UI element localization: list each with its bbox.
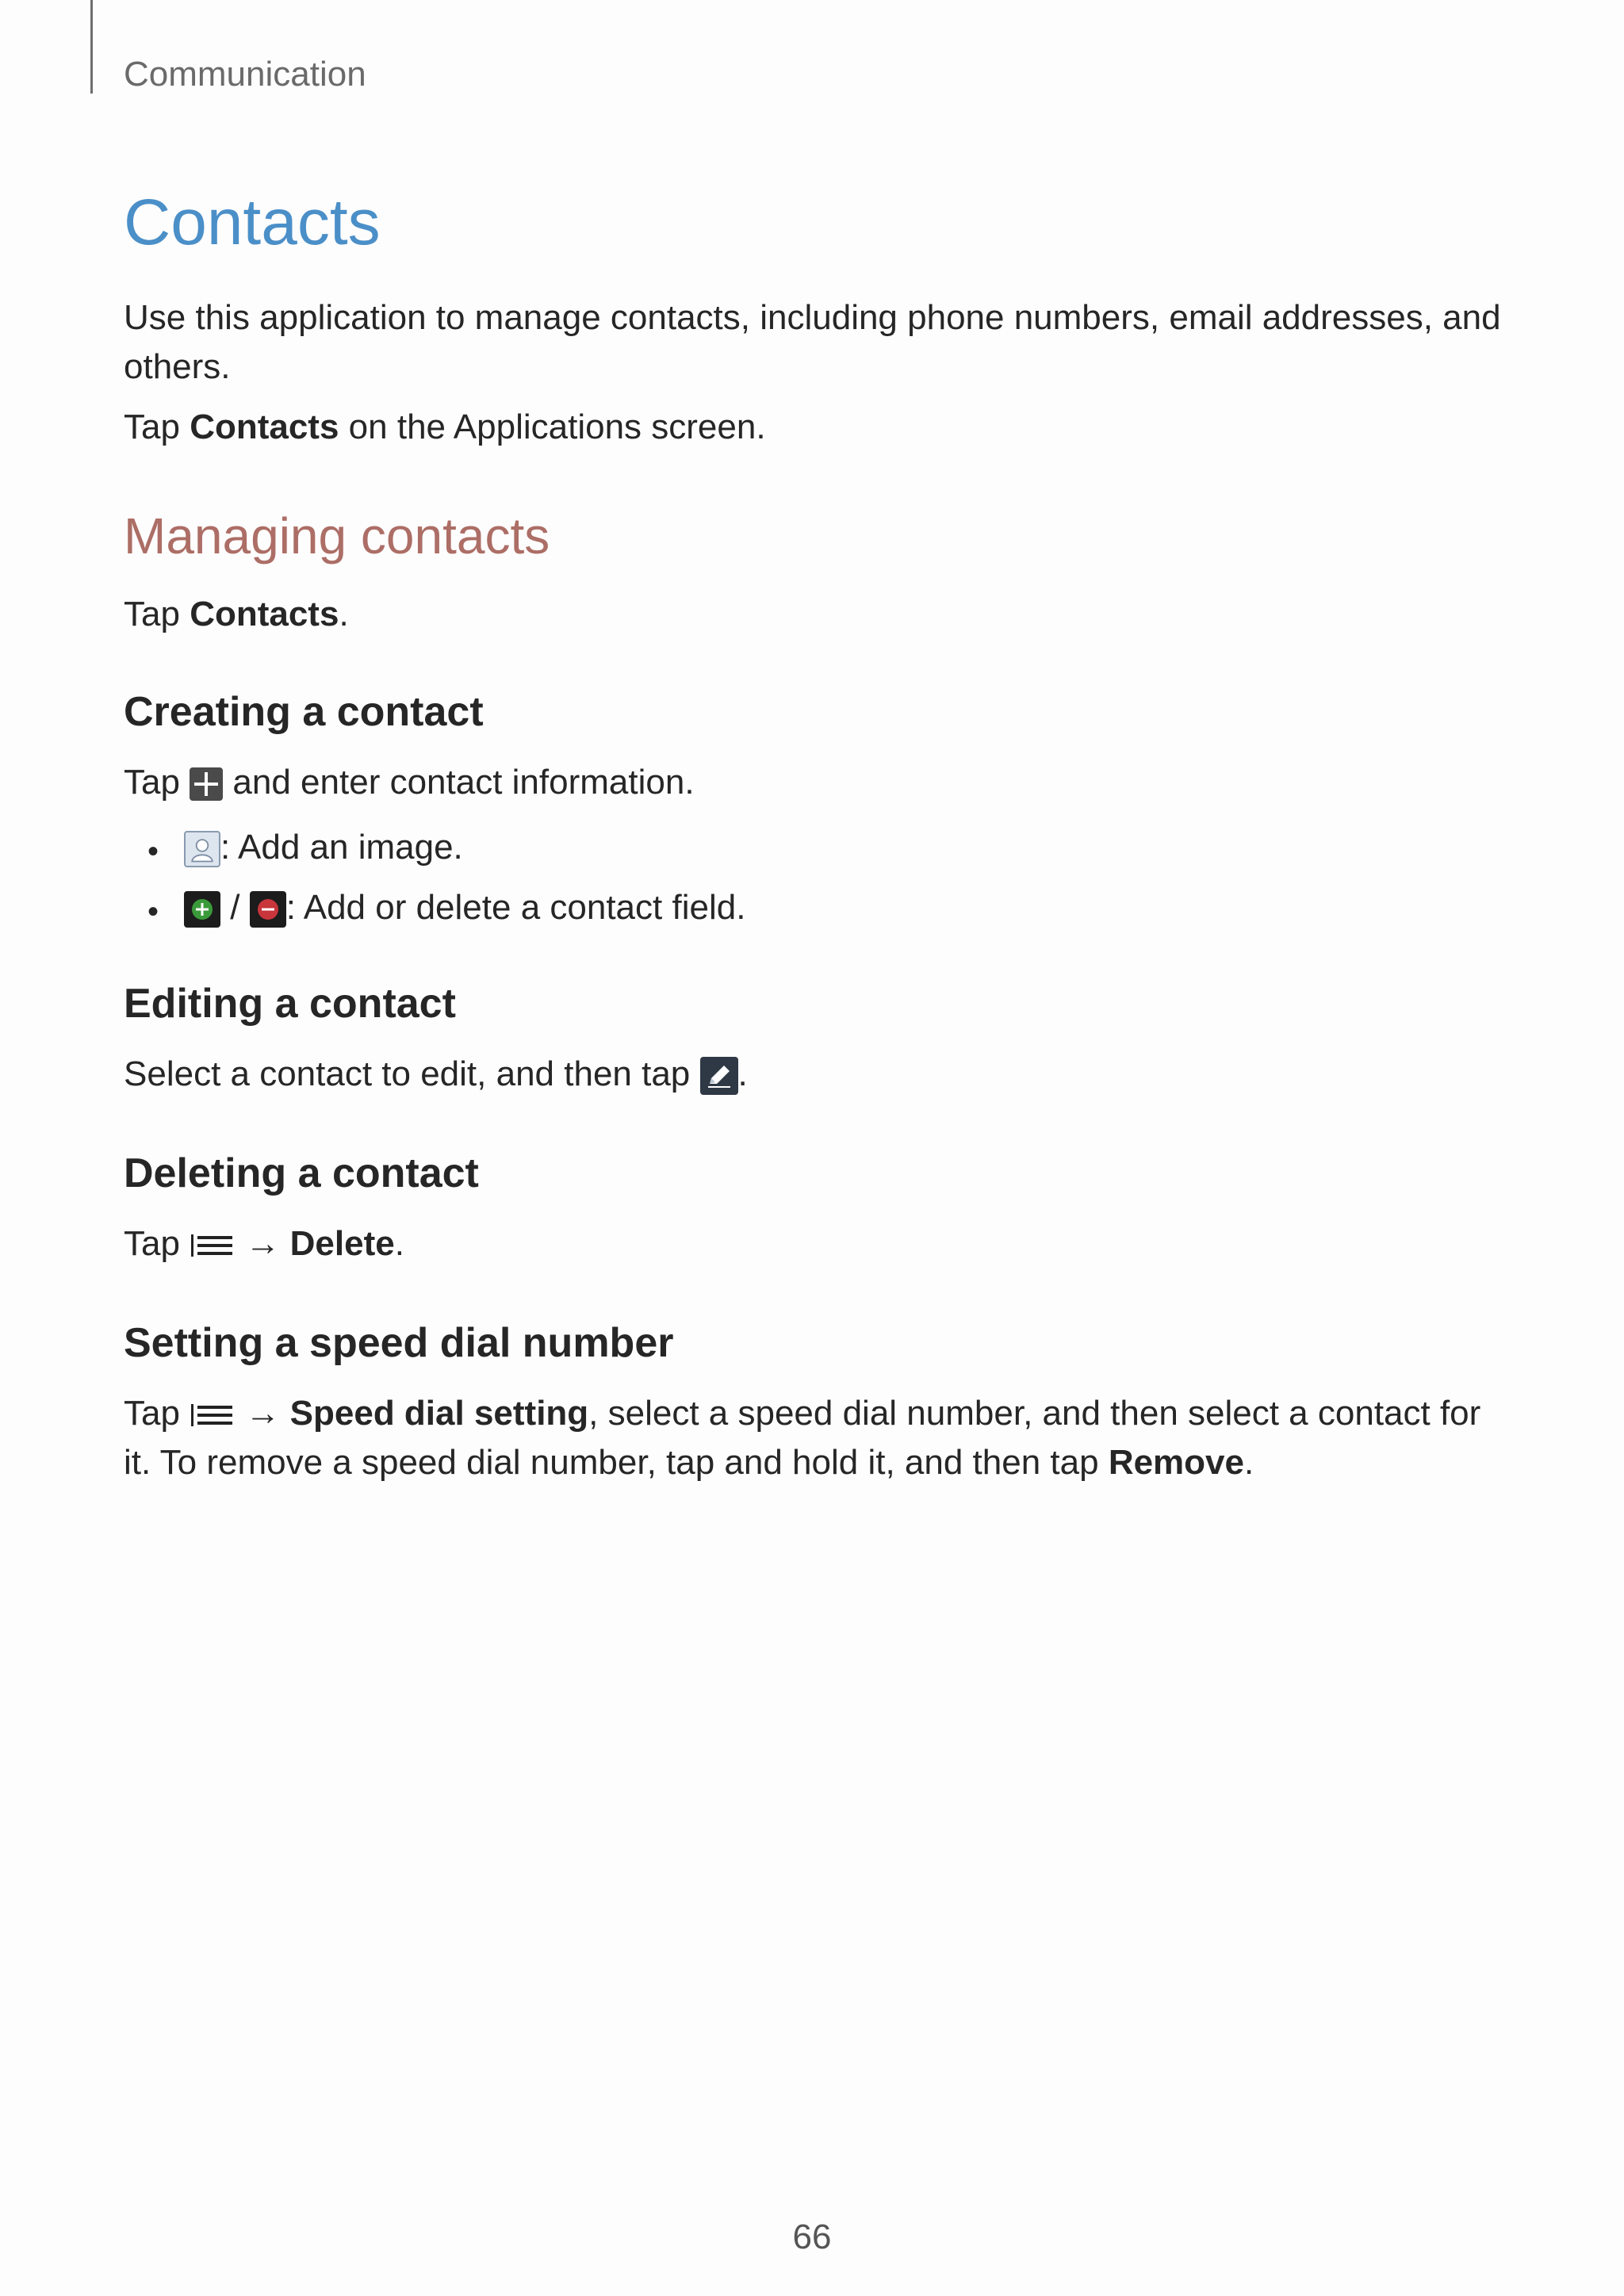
- intro-paragraph: [124, 293, 1503, 392]
- period: .: [339, 595, 349, 633]
- editing-contact-heading: Editing a contact: [124, 981, 456, 1027]
- contacts-app-name: Contacts: [190, 408, 339, 446]
- speed-dial-setting-option: Speed dial setting: [289, 1394, 589, 1433]
- edit-pencil-icon: [700, 1057, 738, 1095]
- tap-text: Tap: [124, 595, 180, 633]
- period: .: [394, 1224, 404, 1263]
- tap-text: Tap: [124, 1394, 180, 1433]
- delete-option: Delete: [289, 1224, 395, 1263]
- page-title: Contacts: [124, 186, 381, 258]
- intro-text: Use this application to manage contacts, including phone numbers, email addresses, and others.: [124, 298, 1501, 386]
- bullet-1-marker: •: [147, 834, 159, 869]
- deleting-paragraph: [124, 1219, 1503, 1269]
- margin-rule: [90, 0, 93, 94]
- add-contact-plus-icon: [190, 767, 223, 801]
- add-field-icon: [184, 891, 220, 928]
- creating-paragraph: [124, 758, 1503, 807]
- running-head: Communication: [124, 55, 366, 94]
- separator: /: [230, 888, 240, 927]
- bullet-2-text: : Add or delete a contact field.: [285, 888, 746, 927]
- contacts-app-name: Contacts: [190, 595, 339, 633]
- creating-rest-text: and enter contact information.: [232, 763, 695, 802]
- bullet-1-text: : Add an image.: [220, 828, 463, 867]
- editing-paragraph: [124, 1050, 1503, 1099]
- page-number: 66: [792, 2218, 832, 2256]
- speed-dial-paragraph: [124, 1389, 1503, 1487]
- managing-contacts-heading: Managing contacts: [124, 507, 550, 564]
- speed-dial-rest-text: , select a speed dial number, and then select a contact for it. To remove a speed dial number, tap and hold it, and then tap: [124, 1394, 1481, 1482]
- speed-dial-heading: Setting a speed dial number: [124, 1320, 674, 1366]
- tap-text: Tap: [124, 408, 180, 446]
- intro-rest-text: on the Applications screen.: [348, 408, 766, 446]
- managing-paragraph: [124, 590, 1503, 639]
- bullet-1: [184, 823, 1453, 872]
- menu-icon: [190, 1401, 236, 1429]
- tap-text: Tap: [124, 763, 180, 802]
- deleting-contact-heading: Deleting a contact: [124, 1150, 479, 1196]
- tap-text: Tap: [124, 1224, 180, 1263]
- delete-field-icon: [250, 891, 286, 928]
- menu-icon: [190, 1231, 236, 1260]
- period: .: [737, 1054, 748, 1093]
- arrow-icon: →: [245, 1224, 281, 1263]
- contact-image-icon: [184, 831, 220, 867]
- bullet-2: [184, 883, 1453, 932]
- creating-contact-heading: Creating a contact: [124, 689, 484, 735]
- arrow-icon: →: [245, 1394, 281, 1433]
- bullet-2-marker: •: [147, 894, 159, 929]
- period: .: [1244, 1443, 1254, 1482]
- editing-text: Select a contact to edit, and then tap: [124, 1054, 691, 1093]
- remove-option: Remove: [1108, 1443, 1244, 1482]
- intro-tap-paragraph: [124, 403, 1503, 452]
